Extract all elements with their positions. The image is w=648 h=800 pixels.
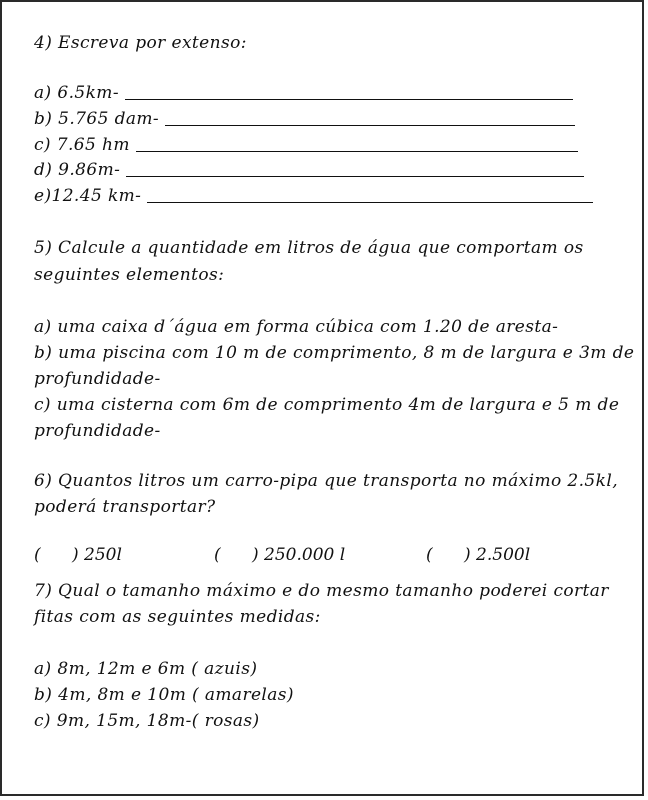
q6-option-2-open: (: [214, 545, 221, 565]
q4-item-e: e)12.45 km-: [34, 186, 142, 206]
q5-title-line1: 5) Calcule a quantidade em litros de água que comportam os: [34, 238, 584, 258]
q4-answer-line-a: [34, 82, 573, 104]
q6-option-2[interactable]: [214, 544, 345, 566]
q6-option-1-close: ): [72, 545, 79, 565]
q4-answer-line-e: [34, 185, 593, 207]
q4-title: 4) Escreva por extenso:: [34, 33, 247, 53]
q4-item-b: b) 5.765 dam-: [34, 109, 160, 129]
q4-answer-line-c: [34, 134, 578, 156]
q4-item-d: d) 9.86m-: [34, 160, 121, 180]
q6-option-1[interactable]: [34, 544, 122, 566]
q4-answer-line-b: [34, 108, 575, 130]
q6-title-line1: 6) Quantos litros um carro-pipa que transporta no máximo 2.5kl,: [34, 471, 618, 491]
q4-item-a: a) 6.5km-: [34, 83, 119, 103]
q4-answer-line-d: [34, 159, 584, 181]
q6-option-3-open: (: [426, 545, 433, 565]
q6-option-2-close: ): [252, 545, 259, 565]
q6-option-1-label: 250l: [84, 545, 122, 565]
q4-blank-a[interactable]: [125, 85, 573, 100]
q7-item-b: b) 4m, 8m e 10m ( amarelas): [34, 685, 294, 705]
q7-title-line2: fitas com as seguintes medidas:: [34, 607, 321, 627]
q5-item-c-line1: c) uma cisterna com 6m de comprimento 4m de largura e 5 m de: [34, 395, 620, 415]
q7-item-a: a) 8m, 12m e 6m ( azuis): [34, 659, 258, 679]
q6-title-line2: poderá transportar?: [34, 497, 216, 517]
q4-item-c: c) 7.65 hm: [34, 135, 130, 155]
q5-item-a: a) uma caixa d´água em forma cúbica com 1.20 de aresta-: [34, 317, 559, 337]
q7-title-line1: 7) Qual o tamanho máximo e do mesmo tamanho poderei cortar: [34, 581, 609, 601]
q7-item-c: c) 9m, 15m, 18m-( rosas): [34, 711, 260, 731]
q4-blank-d[interactable]: [126, 162, 584, 177]
q4-blank-c[interactable]: [136, 137, 578, 152]
q6-option-3[interactable]: [426, 544, 530, 566]
q4-blank-b[interactable]: [165, 111, 575, 126]
q6-option-3-label: 2.500l: [476, 545, 531, 565]
q6-option-1-open: (: [34, 545, 41, 565]
q6-option-2-label: 250.000 l: [264, 545, 346, 565]
q5-title-line2: seguintes elementos:: [34, 265, 225, 285]
q5-item-b-line1: b) uma piscina com 10 m de comprimento, 8 m de largura e 3m de: [34, 343, 635, 363]
q6-option-3-close: ): [464, 545, 471, 565]
q5-item-c-line2: profundidade-: [34, 421, 161, 441]
q4-blank-e[interactable]: [147, 188, 593, 203]
q5-item-b-line2: profundidade-: [34, 369, 161, 389]
